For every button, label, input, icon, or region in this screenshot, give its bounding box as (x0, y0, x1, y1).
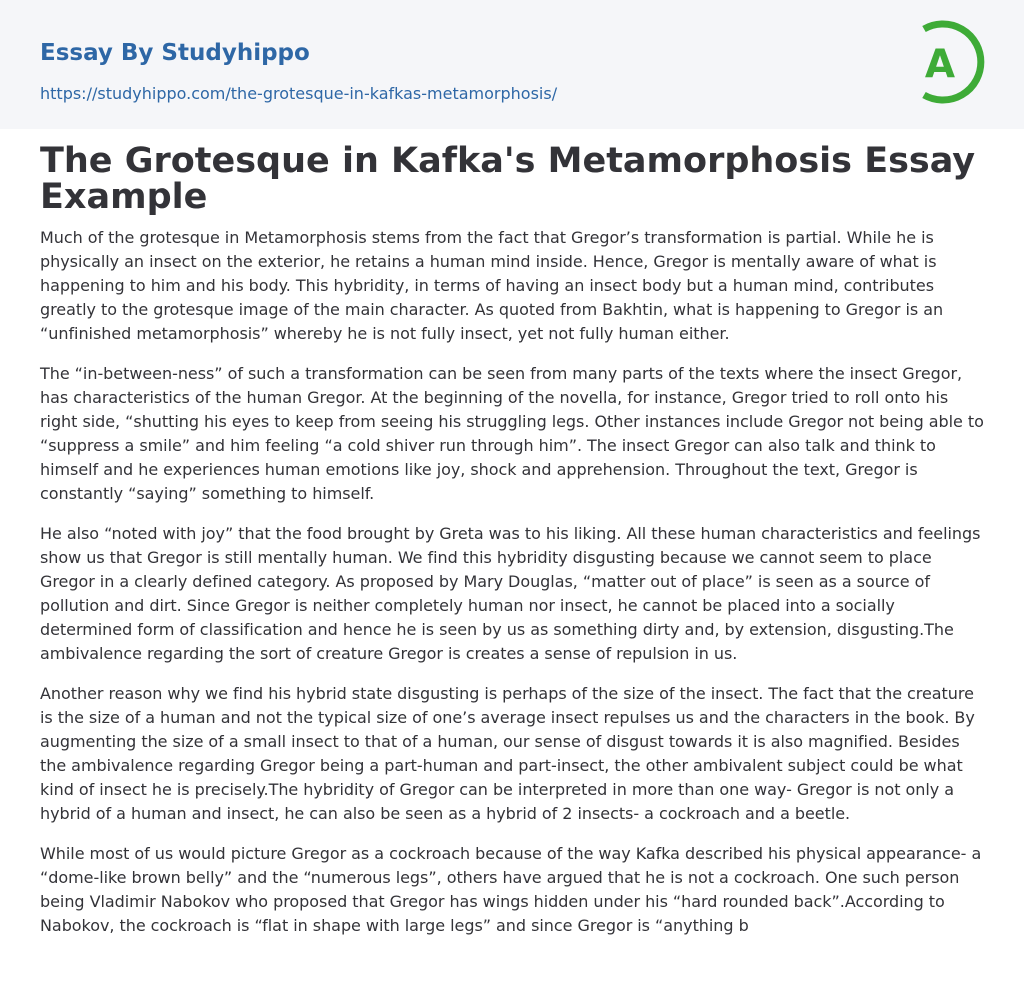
essay-body (40, 226, 984, 938)
brand-title[interactable]: Essay By Studyhippo (40, 40, 310, 66)
site-header (0, 0, 1024, 129)
essay-paragraph: While most of us would picture Gregor as a cockroach because of the way Kafka described his physical appearance- a “dome-like brown belly” and the “numerous legs”, others have argued that he is not a cockroach. One such person being Vladimir Nabokov who proposed that Gregor has wings hidden under his “hard rounded back”.According to Nabokov, the cockroach is “flat in shape with large legs” and since Gregor is “anything b (40, 844, 982, 935)
page-title: The Grotesque in Kafka's Metamorphosis Essay Example (40, 141, 976, 217)
essay-paragraph: He also “noted with joy” that the food brought by Greta was to his liking. All these human characteristics and feelings show us that Gregor is still mentally human. We find this hybridity disgusting because we cannot seem to place Gregor in a clearly defined category. As proposed by Mary Douglas, “matter out of place” is seen as a source of pollution and dirt. Since Gregor is neither completely human nor insect, he cannot be placed into a socially determined form of classification and hence he is seen by us as something dirty and, by extension, disgusting.The ambivalence regarding the sort of creature Gregor is creates a sense of repulsion in us. (40, 524, 981, 663)
essay-paragraph: The “in-between-ness” of such a transformation can be seen from many parts of the texts where the insect Gregor, has characteristics of the human Gregor. At the beginning of the novella, for instance, Gregor tried to roll onto his right side, “shutting his eyes to keep from seeing his struggling legs. Other instances include Gregor not being able to “suppress a smile” and him feeling “a cold shiver run through him”. The insect Gregor can also talk and think to himself and he experiences human emotions like joy, shock and apprehension. Throughout the text, Gregor is constantly “saying” something to himself. (40, 364, 984, 503)
logo-letter: A (924, 42, 956, 87)
essay-content (40, 143, 984, 954)
essay-url-link[interactable]: https://studyhippo.com/the-grotesque-in-kafkas-metamorphosis/ (40, 84, 558, 103)
essay-paragraph: Much of the grotesque in Metamorphosis stems from the fact that Gregor’s transformation is partial. While he is physically an insect on the exterior, he retains a human mind inside. Hence, Gregor is mentally aware of what is happening to him and his body. This hybridity, in terms of having an insect body but a human mind, contributes greatly to the grotesque image of the main character. As quoted from Bakhtin, what is happening to Gregor is an “unfinished metamorphosis” whereby he is not fully insect, yet not fully human either. (40, 228, 944, 343)
essay-paragraph: Another reason why we find his hybrid state disgusting is perhaps of the size of the insect. The fact that the creature is the size of a human and not the typical size of one’s average insect repulses us and the characters in the book. By augmenting the size of a small insect to that of a human, our sense of disgust towards it is also magnified. Besides the ambivalence regarding Gregor being a part-human and part-insect, the other ambivalent subject could be what kind of insect he is precisely.The hybridity of Gregor can be interpreted in more than one way- Gregor is not only a hybrid of a human and insect, he can also be seen as a hybrid of 2 insects- a cockroach and a beetle. (40, 684, 975, 823)
studyhippo-logo-icon[interactable] (904, 14, 992, 110)
